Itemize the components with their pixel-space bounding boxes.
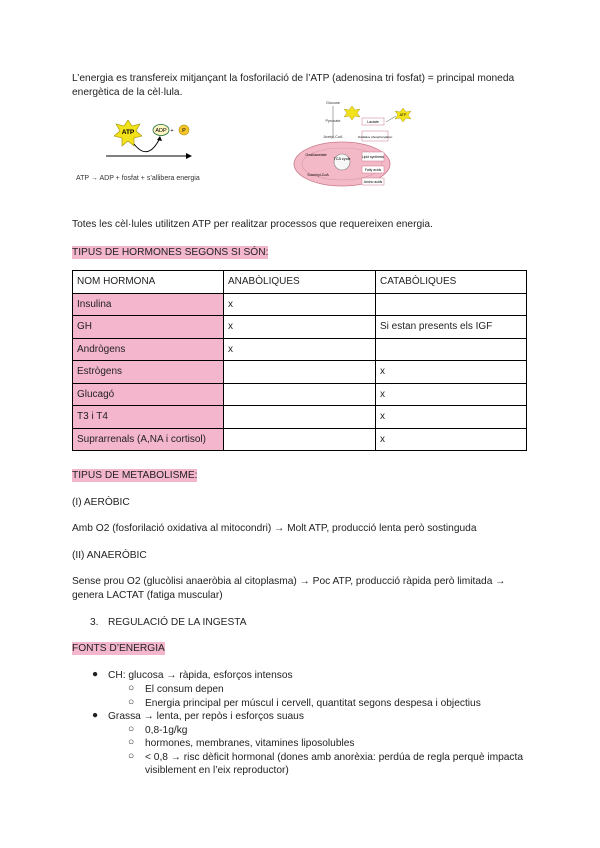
svg-text:+: + bbox=[170, 128, 174, 134]
hormone-name-cell: Estrògens bbox=[73, 361, 224, 384]
atp-sentence: Totes les cèl·lules utilitzen ATP per realitzar processos que requereixen energia. bbox=[72, 219, 433, 230]
amino-acids-label: Amino acids bbox=[363, 180, 383, 184]
anaerobic-text-line-2: genera LACTAT (fatiga muscular) bbox=[72, 590, 223, 601]
table-row bbox=[73, 338, 527, 361]
pyruvate-label: Pyruvate bbox=[325, 119, 341, 123]
p-label: P bbox=[182, 128, 186, 134]
catabolic-cell: x bbox=[376, 383, 527, 406]
adp-label: ADP bbox=[155, 128, 167, 134]
catabolic-cell: x bbox=[376, 406, 527, 429]
aerobic-text: Amb O2 (fosforilació oxidativa al mitocondri) → Molt ATP, producció lenta però sostinguda bbox=[72, 523, 477, 534]
glucose-label: Glucose bbox=[326, 101, 340, 105]
hormones-table bbox=[72, 270, 527, 451]
oxaloacetate-label: Oxaloacetate bbox=[305, 153, 327, 157]
oxphos-label: Oxidative phosphorylation bbox=[357, 135, 393, 139]
energy-sources-heading: FONTS D’ENERGIA bbox=[72, 643, 165, 654]
succinyl-label: Succinyl-CoA bbox=[307, 173, 329, 177]
list-item: Grassa → lenta, per repòs i esforços suaus bbox=[108, 711, 304, 722]
bullet-dot-icon: ● bbox=[92, 669, 99, 680]
hormone-name-cell: Andrògens bbox=[73, 338, 224, 361]
catabolic-cell: x bbox=[376, 428, 527, 451]
table-row bbox=[73, 316, 527, 339]
anabolic-cell: x bbox=[224, 316, 376, 339]
table-row bbox=[73, 428, 527, 451]
hormone-name-cell: GH bbox=[73, 316, 224, 339]
metabolism-cycle-figure bbox=[290, 98, 420, 190]
sub-list-item: El consum depen bbox=[145, 684, 224, 695]
hormone-name-cell: Suprarrenals (A,NA i cortisol) bbox=[73, 428, 224, 451]
catabolic-cell: Si estan presents els IGF bbox=[376, 316, 527, 339]
table-row bbox=[73, 293, 527, 316]
anabolic-cell bbox=[224, 406, 376, 429]
tca-label: TCA cycle bbox=[333, 157, 351, 161]
circle-bullet-icon: ○ bbox=[128, 737, 135, 748]
catabolic-cell bbox=[376, 293, 527, 316]
header-anabolic: ANABÒLIQUES bbox=[224, 271, 376, 294]
bullet-dot-icon: ● bbox=[92, 710, 99, 721]
anaerobic-text-line-1: Sense prou O2 (glucòlisi anaeròbia al citoplasma) → Poc ATP, producció ràpida però limitada → bbox=[72, 576, 506, 587]
atp-figure-caption: ATP → ADP + fosfat + s’allibera energia bbox=[76, 175, 200, 182]
anabolic-cell bbox=[224, 361, 376, 384]
intro-line-1: L’energia es transfereix mitjançant la fosforilació de l’ATP (adenosina tri fosfat) = principal moneda bbox=[72, 73, 515, 84]
metabolism-heading: TIPUS DE METABOLISME: bbox=[72, 470, 198, 481]
anabolic-cell: x bbox=[224, 293, 376, 316]
anabolic-cell bbox=[224, 428, 376, 451]
hormone-name-cell: Insulina bbox=[73, 293, 224, 316]
metabolism-diagram bbox=[290, 98, 420, 190]
circle-bullet-icon: ○ bbox=[128, 683, 135, 694]
sub-list-item: Energia principal per múscul i cervell, quantitat segons despesa i objectius bbox=[145, 698, 481, 709]
aerobic-title: (I) AERÒBIC bbox=[72, 497, 130, 508]
atp-burst-small-icon bbox=[344, 106, 360, 120]
catabolic-cell bbox=[376, 338, 527, 361]
circle-bullet-icon: ○ bbox=[128, 751, 135, 762]
atp-label: ATP bbox=[121, 129, 135, 136]
table-row bbox=[73, 361, 527, 384]
section-3-title: REGULACIÓ DE LA INGESTA bbox=[108, 617, 247, 628]
hormone-name-cell: Glucagó bbox=[73, 383, 224, 406]
curved-arrow bbox=[134, 138, 160, 152]
fatty-acids-label: Fatty acids bbox=[364, 168, 382, 172]
sub-list-item: hormones, membranes, vitamines liposolubles bbox=[145, 738, 355, 749]
sub-list-item-continuation: visiblement en l’eix reproductor) bbox=[145, 765, 289, 776]
catabolic-cell: x bbox=[376, 361, 527, 384]
header-catabolic: CATABÒLIQUES bbox=[376, 271, 527, 294]
table-row bbox=[73, 406, 527, 429]
hormones-heading: TIPUS DE HORMONES SEGONS SI SÓN: bbox=[72, 247, 269, 258]
circle-bullet-icon: ○ bbox=[128, 724, 135, 735]
circle-bullet-icon: ○ bbox=[128, 697, 135, 708]
anaerobic-title: (II) ANAERÒBIC bbox=[72, 550, 147, 561]
sub-list-item: < 0,8 → risc dèficit hormonal (dones amb anorèxia: perdúa de regla perquè impacta bbox=[145, 752, 523, 763]
hormone-name-cell: T3 i T4 bbox=[73, 406, 224, 429]
anabolic-cell bbox=[224, 383, 376, 406]
table-header-row bbox=[73, 271, 527, 294]
lipid-label: Lipid synthesis bbox=[361, 155, 385, 159]
atp-output-label: ATP bbox=[399, 113, 407, 117]
lactate-label: Lactate bbox=[367, 120, 379, 124]
anabolic-cell: x bbox=[224, 338, 376, 361]
sub-list-item: 0,8-1g/kg bbox=[145, 725, 188, 736]
header-hormone-name: NOM HORMONA bbox=[73, 271, 224, 294]
section-3-number: 3. bbox=[90, 617, 99, 628]
acetyl-coa-label: Acetyl-CoA bbox=[323, 135, 343, 139]
intro-line-2: energètica de la cèl·lula. bbox=[72, 87, 183, 98]
list-item: CH: glucosa → ràpida, esforços intensos bbox=[108, 670, 293, 681]
table-row bbox=[73, 383, 527, 406]
